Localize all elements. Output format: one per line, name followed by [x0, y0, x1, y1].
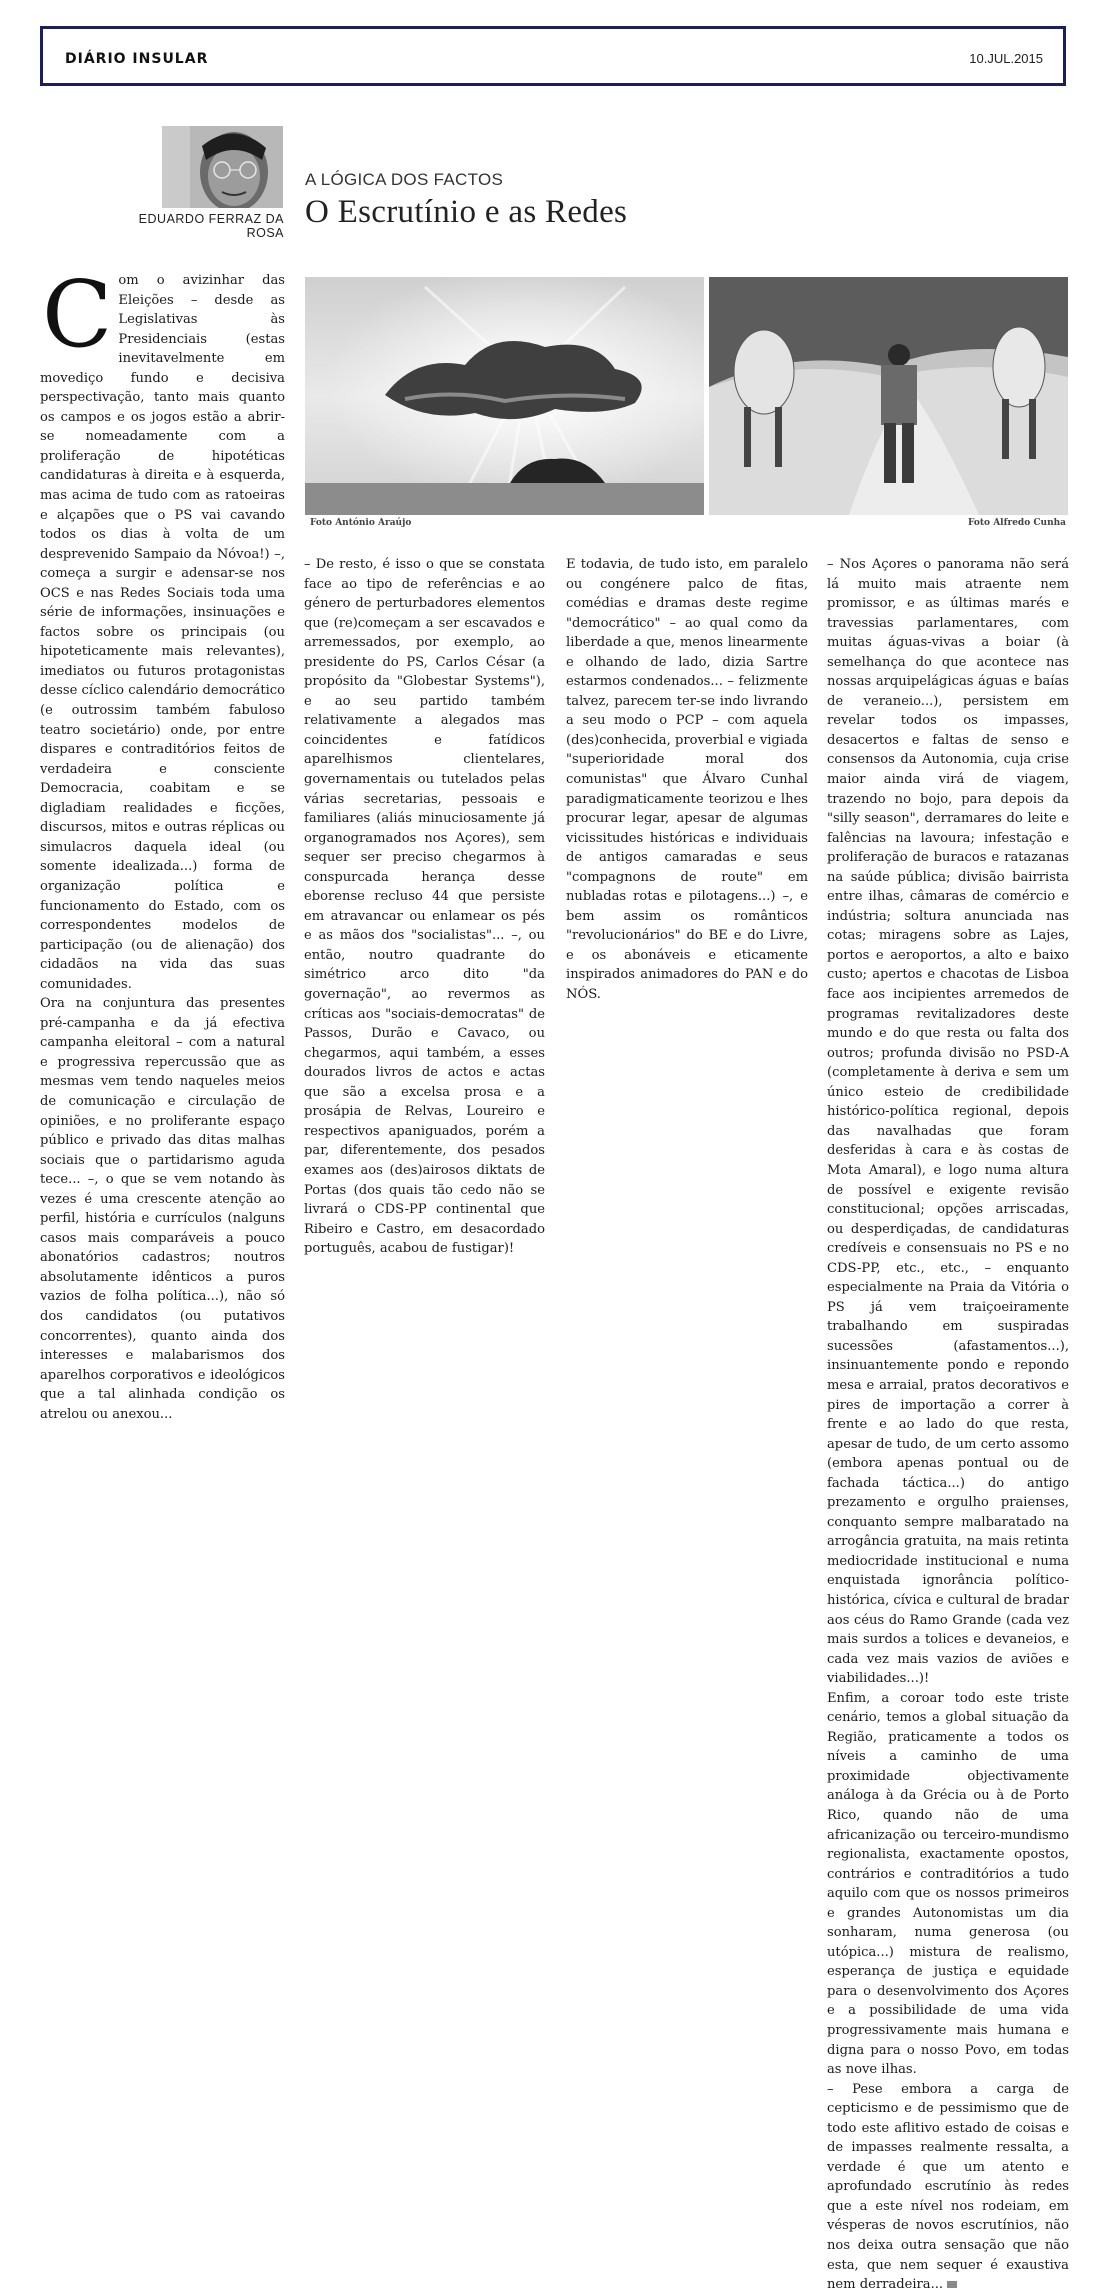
- section-label: A LÓGICA DOS FACTOS: [305, 170, 504, 189]
- photo-credit-left: Foto António Araújo: [310, 518, 412, 528]
- headline: O Escrutínio e as Redes: [305, 194, 628, 230]
- article-paragraph: Enfim, a coroar todo este triste cenário, temos a global situação da Região, praticamente a todos os níveis a caminho de uma proximidade objectivamente análoga à da Grécia ou à de Porto Rico, quando não de uma africanização ou terceiro-mundismo regionalista, exactamente opostos, contrários e contraditórios a tudo aquilo com que os nossos primeiros e grandes Autonomistas um dia sonharam, numa generosa (ou utópica...) mistura de realismo, esperança de justiça e equidade para o desenvolvimento dos Açores e a possibilidade de uma vida progressivamente mais humana e digna para o nosso Povo, em todas as nove ilhas.: [827, 1690, 1069, 2078]
- newspaper-name: DIÁRIO INSULAR: [65, 51, 209, 67]
- masthead: [40, 26, 1066, 86]
- island-cloud-photo: [305, 277, 704, 515]
- drop-cap: C: [42, 261, 113, 368]
- article-column-2: [304, 555, 545, 1259]
- article-paragraph: – De resto, é isso o que se constata face ao tipo de referências e ao género de perturbadores elementos que (re)começam a ser escavados e arremessados, por exemplo, ao presidente do PS, Carlos César (a propósito da "Globestar Systems"), e ao seu partido também relativamente a alegados mas coincidentes e fatídicos aparelhismos clientelares, governamentais ou tutelados pelas várias secretarias, pessoais e familiares (aliás minuciosamente já organogramados nos Açores), sem sequer ser preciso chegarmos à conspurcada herança desse eborense recluso 44 que persiste em atravancar ou enlamear os pés e as mãos dos "socialistas"... –, ou então, noutro quadrante do simétrico arco dito "da governação", ao revermos as críticas aos "sociais-democratas" de Passos, Durão e Cavaco, ou chegarmos, aqui também, a esses dourados livros de actos e actas que são a excelsa prosa e a prosápia de Relvas, Loureiro e respectivos apaniguados, porém a par, diferentemente, dos pesados exames aos (des)airosos diktats de Portas (dos quais tão cedo não se livrará o CDS-PP continental que Ribeiro e Castro, em desacordado português, acabou de fustigar)!: [304, 557, 545, 1257]
- article-column-3: [566, 555, 808, 1005]
- photo-credit-right: Foto Alfredo Cunha: [968, 518, 1066, 528]
- article-column-1: [40, 261, 285, 1424]
- issue-date: 10.JUL.2015: [969, 51, 1043, 66]
- article-paragraph: om o avizinhar das Eleições – desde as Legislativas às Presidenciais (estas inevitavelmente em movediço fundo e decisiva perspectivação, tanto mais quanto os campos e os jogos estão a abrir-se nomeadamente com a proliferação de hipotéticas candidaturas à direita e à esquerda, mas acima de tudo com as ratoeiras e alçapões que o PS vai cavando todos os dias à volta de um desprevenido Sampaio da Nóvoa!) –, começa a surgir e adensar-se nos OCS e nas Redes Sociais toda uma série de informações, insinuações e factos sobre os principais (ou hipoteticamente mais relevantes), imediatos ou futuros protagonistas desse cíclico calendário democrático (e outrossim também fabuloso teatro societário) onde, por entre dispares e contraditórios feitos de verdadeira e consciente Democracia, coabitam e se digladiam realidades e ficções, discursos, mitos e outras réplicas ou simulacros daquela ideal (ou somente idealizada...) forma de organização política e funcionamento do Estado, com os correspondentes modelos de participação (ou de alienação) dos cidadãos na vida das suas comunidades.: [40, 273, 285, 992]
- author-portrait: [162, 126, 283, 208]
- article-column-4: [827, 555, 1069, 2295]
- article-paragraph: [827, 2080, 1069, 2295]
- article-paragraph: E todavia, de tudo isto, em paralelo ou congénere palco de fitas, comédias e dramas deste regime "democrático" – ao qual como da liberdade a que, menos linearmente e olhando de lado, dizia Sartre estarmos condenados... – felizmente talvez, parecem ter-se indo livrando a seu modo o PCP – com aquela (des)conhecida, proverbial e vigiada "superioridade moral dos comunistas" que Álvaro Cunhal paradigmaticamente teorizou e lhes procurar legar, apesar de algumas vicissitudes históricas e individuais de antigos camaradas e seus "compagnons de route" em nubladas rotas e pilotagens...) –, e bem assim os românticos "revolucionários" do BE e do Livre, e os abonáveis e eticamente inspirados animadores do PAN e do NÓS.: [566, 557, 808, 1003]
- article-paragraph: Ora na conjuntura das presentes pré-campanha e da já efectiva campanha eleitoral – com a natural e progressiva repercussão que as mesmas vem tendo naqueles meios de comunicação e circulação de opiniões, e no proliferante espaço público e privado das ditas malhas sociais que o partidarismo aguda tece... –, o que se vem notando às vezes é uma crescente atenção ao perfil, história e currículos (nalguns casos mais comparáveis a pouco abonatórios cadastros; noutros absolutamente idênticos a puros vazios de folha política...), não só dos candidatos (ou putativos concorrentes), quanto ainda dos interesses e malabarismos dos aparelhos corporativos e ideológicos que a tal alinhada condição os atrelou ou anexou...: [40, 996, 285, 1422]
- end-mark: [947, 2281, 957, 2288]
- farmer-with-cows-photo: [709, 277, 1068, 515]
- article-paragraph-text: – Pese embora a carga de cepticismo e de pessimismo que de todo este aflitivo estado de coisas e de impasses realmente ressalta, a verdade é que um atento e aprofundado escrutínio às redes que a este nível nos rodeiam, em vésperas de novos escrutínios, não nos deixa outra sensação que não esta, que nem sequer é exaustiva nem derradeira...: [827, 2081, 1069, 2293]
- article-paragraph: – Nos Açores o panorama não será lá muito mais atraente nem promissor, e as últimas marés e travessias parlamentares, com muitas águas-vivas a boiar (à semelhança do que acontece nas nossas arquipelágicas águas e baías de veraneio...), persistem em revelar todos os impasses, desacertos e faltas de senso e consensos da Autonomia, cuja crise maior ainda virá de viagem, trazendo no bojo, para depois da "silly season", derramares do leite e falências na lavoura; infestação e proliferação de buracos e ratazanas na saúde pública; divisão bairrista entre ilhas, câmaras de comércio e indústria; soltura anunciada nas cotas; miragens sobre as Lajes, portos e aeroportos, a alto e baixo custo; apertos e chacotas de Lisboa face aos incipientes arremedos de programas revitalizadores deste mundo e do que resta ou falta dos outros; profunda divisão no PSD-A (completamente à deriva e sem um único esteio de credibilidade histórico-política regional, depois das navalhadas que foram desferidas à cara e às costas de Mota Amaral), e logo numa altura de possível e exigente revisão constitucional; opções arriscadas, ou desperdiçadas, de candidaturas credíveis e consensuais no PS e no CDS-PP, etc., etc., – enquanto especialmente na Praia da Vitória o PS já vem traiçoeiramente trabalhando em suspiradas sucessões (afastamentos...), insinuantemente pondo e repondo mesa e arraial, pratos decorativos e pires de importação a correr à frente e ao lado do que resta, apesar de tudo, de um certo assomo (embora apenas pontual ou de fachada táctica...) do antigo prezamento e orgulho praienses, conquanto sempre malbaratado na arrogância gratuita, na mais retinta mediocridade institucional e numa enquistada ignorância político-histórica, cívica e cultural de bradar aos céus do Ramo Grande (cada vez mais surdos a tolices e devaneios, e cada vez mais vazios de aviões e viabilidades...)!: [827, 557, 1069, 1687]
- author-name: EDUARDO FERRAZ DA ROSA: [138, 212, 284, 240]
